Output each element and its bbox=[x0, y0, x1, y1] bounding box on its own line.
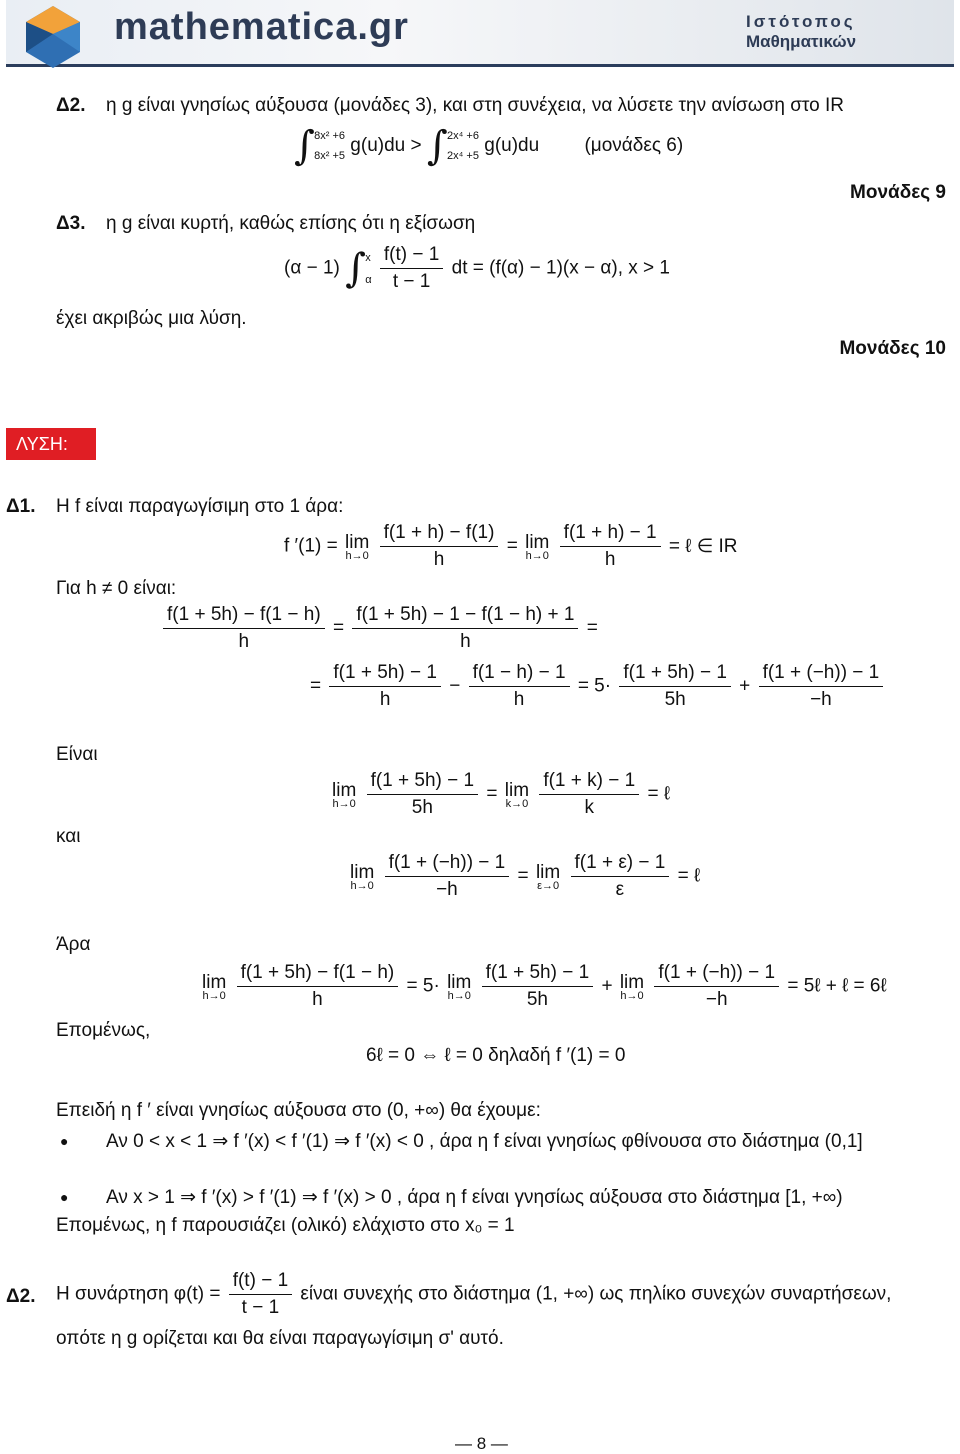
problem-d3-text2: έχει ακριβώς μια λύση. bbox=[56, 308, 247, 329]
for-h-text: Για h ≠ 0 είναι: bbox=[56, 578, 177, 599]
bullet-icon: ● bbox=[60, 1189, 69, 1205]
solution-d1-label: Δ1. bbox=[6, 496, 36, 517]
bullet-icon: ● bbox=[60, 1133, 69, 1149]
int1-body: g(u)du bbox=[350, 135, 406, 157]
integral-sign-icon: ∫ bbox=[426, 123, 448, 169]
kai-label: και bbox=[56, 826, 81, 847]
problem-d2-label: Δ2. bbox=[56, 95, 86, 116]
d3-eq-left: (α − 1) bbox=[284, 257, 340, 279]
d3-points: Μονάδες 10 bbox=[839, 338, 946, 359]
solution-d2-line2: οπότε η g ορίζεται και θα είναι παραγωγίσιμη σ' αυτό. bbox=[56, 1328, 504, 1349]
solution-d2-label: Δ2. bbox=[6, 1286, 36, 1307]
logo-right-line1: Ιστότοπος bbox=[746, 12, 856, 31]
epomenos-label: Επομένως, bbox=[56, 1020, 151, 1041]
since-text: Επειδή η f ′ είναι γνησίως αύξουσα στο (0, +∞) θα έχουμε: bbox=[56, 1100, 541, 1121]
int2-lower: 2x⁴ +5 bbox=[447, 150, 479, 162]
logo-right-line2: Μαθηματικών bbox=[746, 32, 857, 51]
deriv-lhs: f ′(1) = bbox=[284, 535, 338, 557]
ineq-op: > bbox=[410, 135, 422, 157]
problem-d3-equation bbox=[284, 244, 670, 293]
deriv-frac2: $\frac{f(1 + h) - 1}{h}$ bbox=[560, 522, 661, 571]
deriv-end: = ℓ ∈ IR bbox=[668, 536, 738, 557]
limit-eq2: lim h→0 $\frac{f(1 + (-h)) - 1}{-h}$ = lim ε→0 $\frac{f(1 + \varepsilon) - 1}{\varepsilon}$ = ℓ bbox=[350, 852, 701, 900]
bullet-1: Αν 0 < x < 1 ⇒ f ′(x) < f ′(1) ⇒ f ′(x) < 0 , άρα η f είναι γνησίως φθίνουσα στο διάστημα (0,1] bbox=[106, 1131, 863, 1152]
final-limit: lim h→0 $\frac{f(1 + 5h) - f(1 - h)}{h}$ = 5· lim h→0 $\frac{f(1 + 5h) - 1}{5h}$ + lim h→0 $\frac{f(1 + (-h)) - 1}{-h}$ = 5ℓ + ℓ = 6ℓ bbox=[202, 962, 887, 1010]
problem-d3-label: Δ3. bbox=[56, 213, 86, 234]
deriv-frac1: $\frac{f(1 + h) - f(1)}{h}$ bbox=[380, 522, 499, 571]
d3-int-upper: x bbox=[365, 251, 371, 264]
solution-d2-line1: Η συνάρτηση φ(t) = $\frac{f(t) - 1}{t - 1}$ είναι συνεχής στο διάστημα (1, +∞) ως πηλίκο συνεχών συναρτήσεων, bbox=[56, 1270, 892, 1318]
problem-d2-text: η g είναι γνησίως αύξουσα (μονάδες 3), και στη συνέχεια, να λύσετε την ανίσωση στο IR bbox=[106, 95, 845, 116]
int1-upper: 8x² +6 bbox=[314, 130, 346, 142]
limit-h0: lim h→0 bbox=[525, 531, 550, 562]
d2-points-inline: (μονάδες 6) bbox=[584, 135, 684, 157]
d2-points: Μονάδες 9 bbox=[850, 182, 946, 203]
minimum-text: Επομένως, η f παρουσιάζει (ολικό) ελάχιστο στο x₀ = 1 bbox=[56, 1215, 515, 1236]
int2-body: g(u)du bbox=[484, 135, 540, 157]
derivative-definition bbox=[284, 522, 738, 571]
d3-int-lower: α bbox=[365, 273, 372, 286]
d3-fraction: $\frac{f(t) - 1}{t - 1}$ bbox=[380, 244, 443, 293]
logo-ball-icon bbox=[20, 4, 86, 70]
eq-sign: = bbox=[506, 535, 518, 557]
step2: = $\frac{f(1 + 5h) - 1}{h}$ − $\frac{f(1 - h) - 1}{h}$ = 5· $\frac{f(1 + 5h) - 1}{5h}$ + $\frac{f(1 + (-h)) - 1}{-h}$ bbox=[310, 662, 886, 711]
int2-upper: 2x⁴ +6 bbox=[447, 130, 479, 142]
page-number: — 8 — bbox=[455, 1434, 508, 1453]
solution-badge: ΛΥΣΗ: bbox=[6, 428, 96, 460]
logo-text: mathematica.gr bbox=[114, 6, 409, 48]
limit-h0: lim h→0 bbox=[345, 531, 370, 562]
einai-label: Είναι bbox=[56, 744, 98, 765]
solution-d1-intro: Η f είναι παραγωγίσιμη στο 1 άρα: bbox=[56, 496, 344, 517]
int1-lower: 8x² +5 bbox=[314, 150, 346, 162]
limit-eq1: lim h→0 $\frac{f(1 + 5h) - 1}{5h}$ = lim k→0 $\frac{f(1 + k) - 1}{k}$ = ℓ bbox=[332, 770, 670, 818]
bullet-2: Αν x > 1 ⇒ f ′(x) > f ′(1) ⇒ f ′(x) > 0 , άρα η f είναι γνησίως αύξουσα στο διάστημα [1, +∞) bbox=[106, 1187, 843, 1208]
d3-eq-right: dt = (f(α) − 1)(x − α), x > 1 bbox=[451, 257, 670, 279]
problem-d3-text: η g είναι κυρτή, καθώς επίσης ότι η εξίσωση bbox=[106, 213, 476, 234]
header-banner bbox=[6, 0, 954, 67]
step1: $\frac{f(1 + 5h) - f(1 - h)}{h}$ = $\frac{f(1 + 5h) - 1 - f(1 - h) + 1}{h}$ = bbox=[160, 604, 598, 653]
conclusion: 6ℓ = 0 ⇔ ℓ = 0 δηλαδή f ′(1) = 0 bbox=[366, 1045, 626, 1066]
problem-d2-inequality bbox=[294, 123, 684, 169]
integral-sign-icon: ∫ bbox=[345, 245, 366, 292]
integral-sign-icon: ∫ bbox=[294, 123, 315, 169]
ara-label: Άρα bbox=[56, 934, 91, 955]
